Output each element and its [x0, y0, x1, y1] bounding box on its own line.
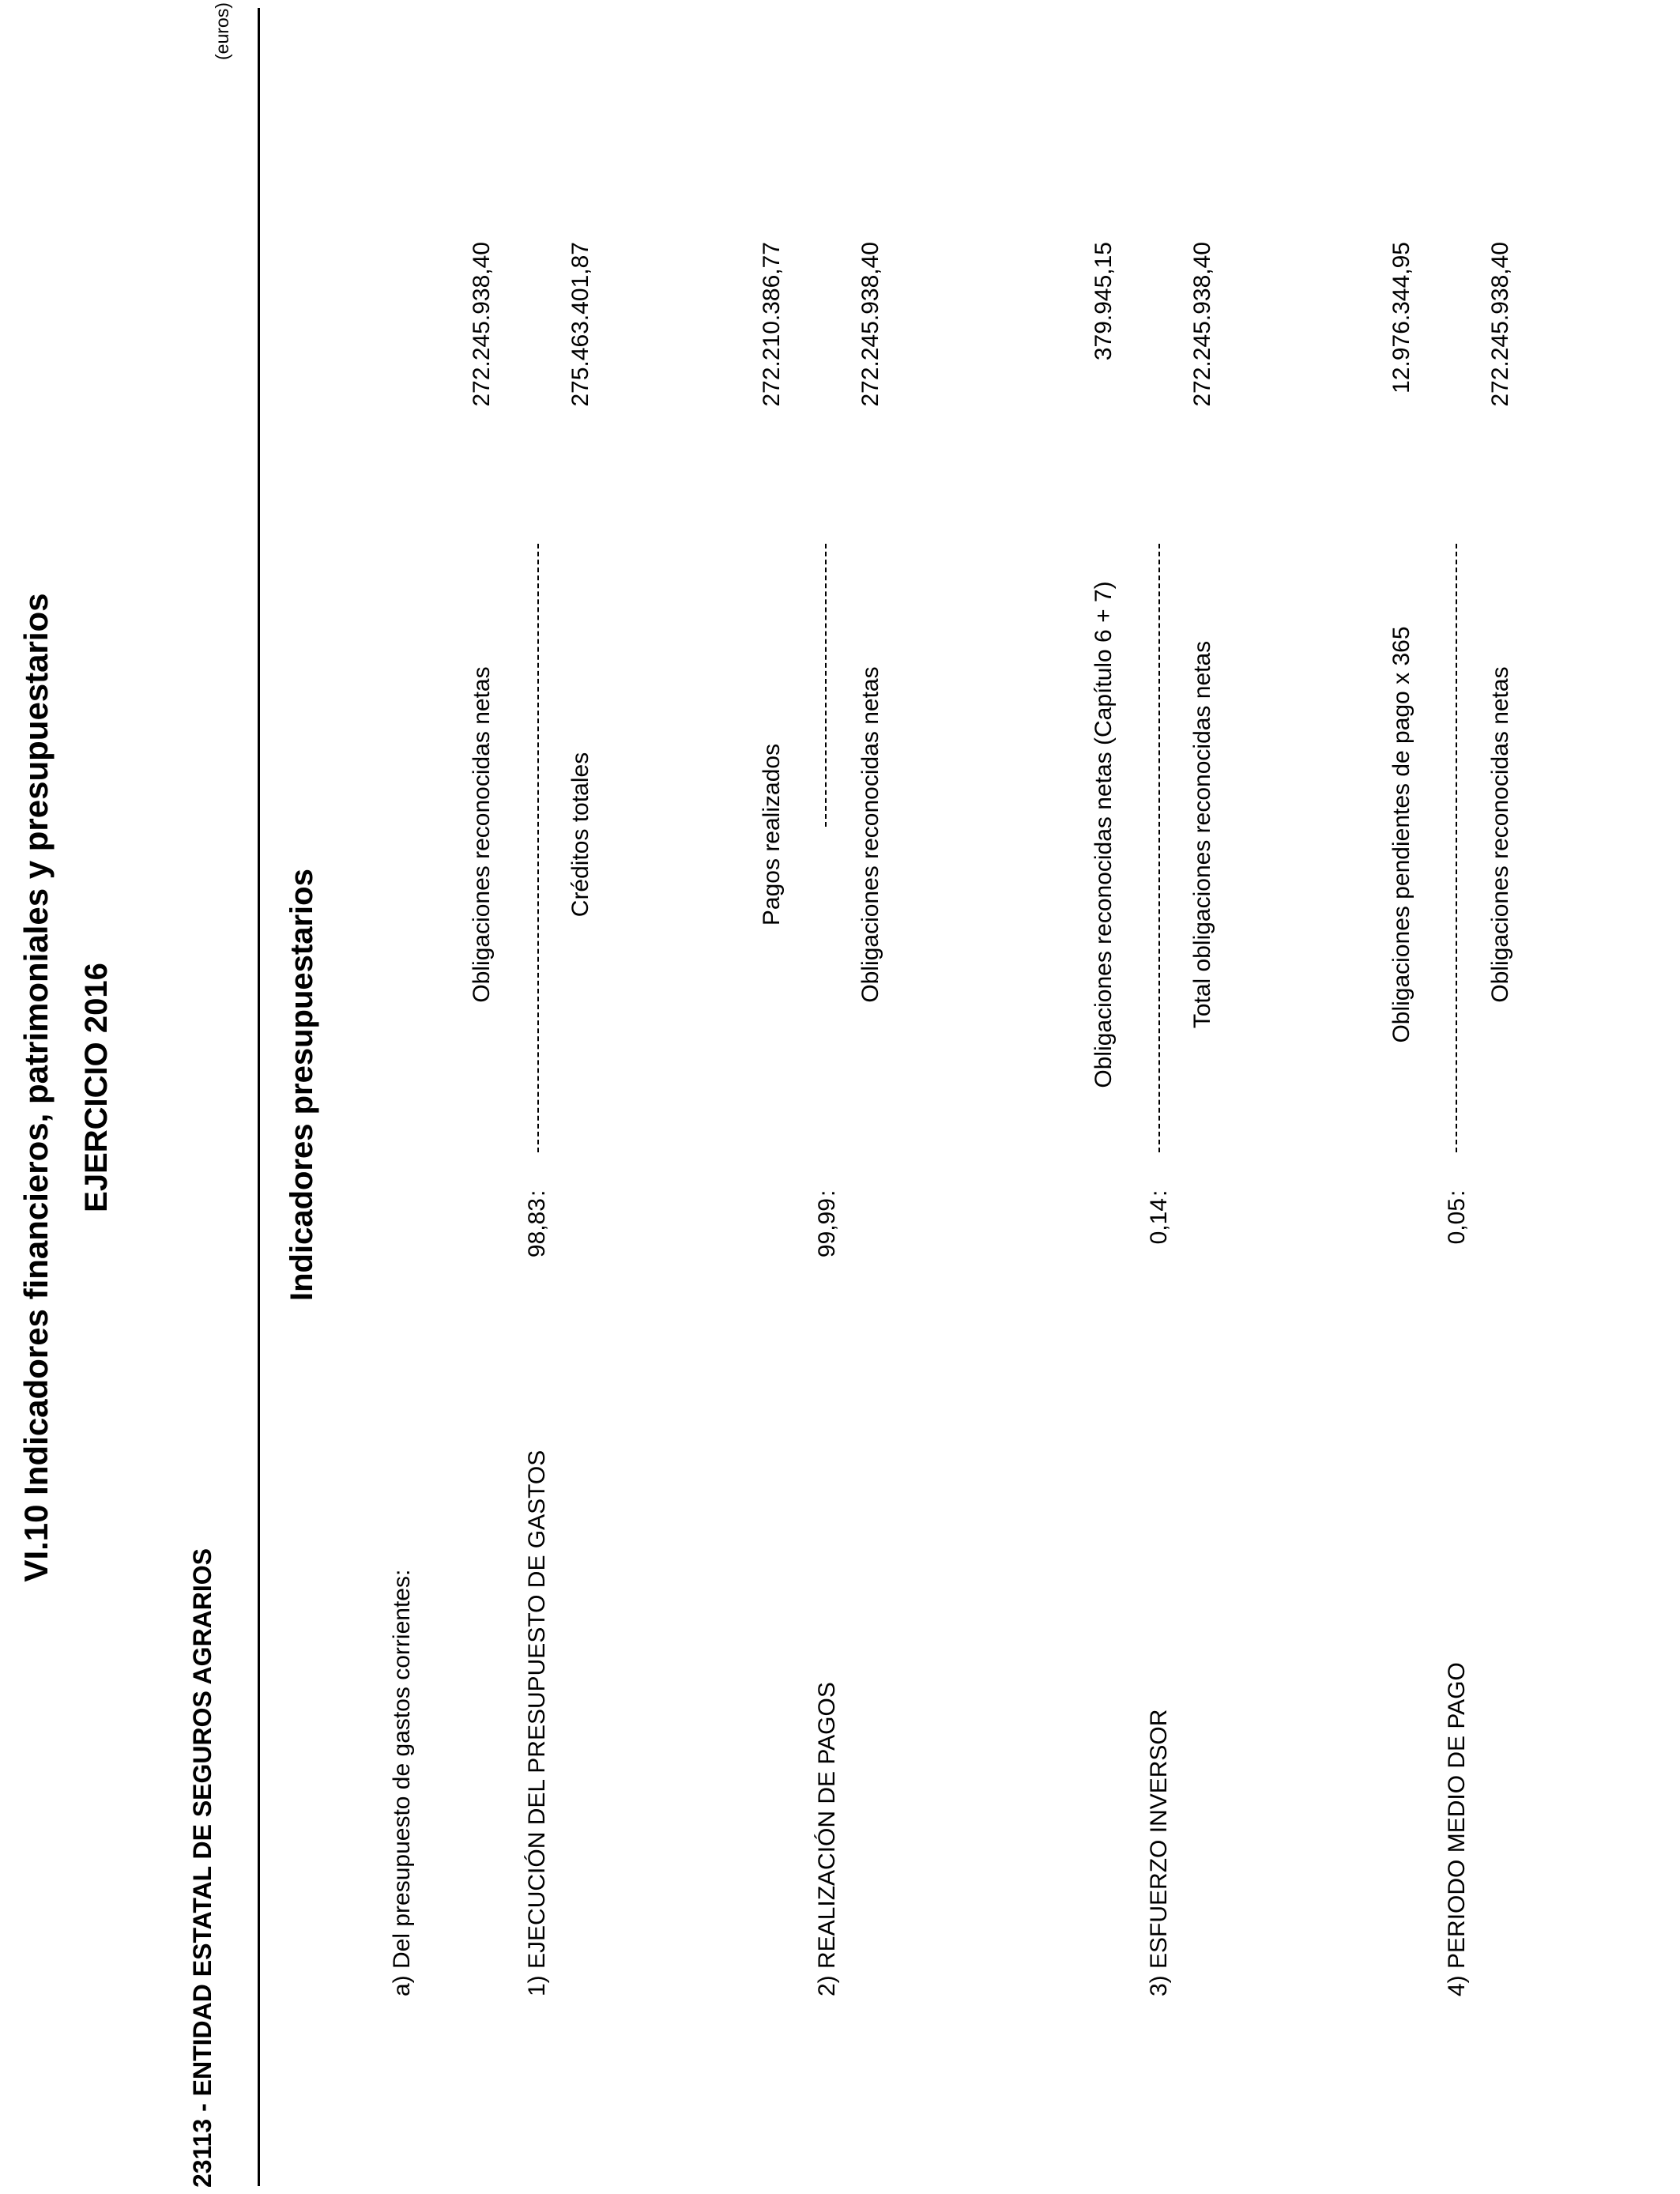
- denominator-amount: 272.245.938,40: [1487, 242, 1513, 407]
- indicator-colon: :: [1146, 1189, 1172, 1197]
- numerator-label: Obligaciones reconocidas netas: [469, 666, 495, 1003]
- numerator-amount: 272.245.938,40: [469, 242, 495, 407]
- denominator-amount: 272.245.938,40: [1189, 242, 1215, 407]
- indicator-colon: :: [1444, 1189, 1470, 1197]
- numerator-label: Obligaciones reconocidas netas (Capítulo 6 + 7): [1090, 581, 1117, 1088]
- indicator-colon: :: [814, 1189, 840, 1197]
- denominator-amount: 272.245.938,40: [857, 242, 883, 407]
- indicator-value: 0,14: [1146, 1198, 1172, 1245]
- indicator-colon: :: [524, 1189, 550, 1197]
- indicator-label: 4) PERIODO MEDIO DE PAGO: [1444, 1662, 1470, 1996]
- units-label: (euros): [212, 2, 232, 60]
- numerator-label: Obligaciones pendientes de pago x 365: [1388, 626, 1414, 1043]
- header-rule: [258, 8, 260, 2186]
- fraction-line: [1456, 544, 1457, 1152]
- denominator-label: Obligaciones reconocidas netas: [857, 666, 883, 1003]
- fraction-line: [1158, 544, 1160, 1152]
- indicator-value: 98,83: [524, 1198, 550, 1258]
- indicator-label: 1) EJECUCIÓN DEL PRESUPUESTO DE GASTOS: [524, 1449, 550, 1996]
- section-title: Indicadores presupuestarios: [284, 869, 319, 1301]
- denominator-label: Obligaciones reconocidas netas: [1487, 666, 1513, 1003]
- numerator-amount: 272.210.386,77: [759, 242, 785, 407]
- denominator-label: Total obligaciones reconocidas netas: [1189, 640, 1215, 1029]
- entity-name: 23113 - ENTIDAD ESTATAL DE SEGUROS AGRARIOS: [188, 1547, 217, 2188]
- indicator-label: 3) ESFUERZO INVERSOR: [1146, 1709, 1172, 1996]
- indicator-value: 99,99: [814, 1198, 840, 1258]
- page-title: VI.10 Indicadores financieros, patrimoniales y presupuestarios: [17, 593, 55, 1582]
- numerator-label: Pagos realizados: [759, 743, 785, 926]
- fiscal-year: EJERCICIO 2016: [79, 963, 114, 1212]
- denominator-label: Créditos totales: [567, 752, 593, 918]
- group-label: a) Del presupuesto de gastos corrientes:: [389, 1569, 415, 1996]
- indicator-label: 2) REALIZACIÓN DE PAGOS: [814, 1682, 840, 1996]
- denominator-amount: 275.463.401,87: [567, 242, 593, 407]
- fraction-line: [537, 544, 539, 1152]
- numerator-amount: 12.976.344,95: [1388, 242, 1414, 394]
- indicator-value: 0,05: [1444, 1198, 1470, 1245]
- numerator-amount: 379.945,15: [1090, 242, 1117, 361]
- fraction-line: [825, 544, 827, 827]
